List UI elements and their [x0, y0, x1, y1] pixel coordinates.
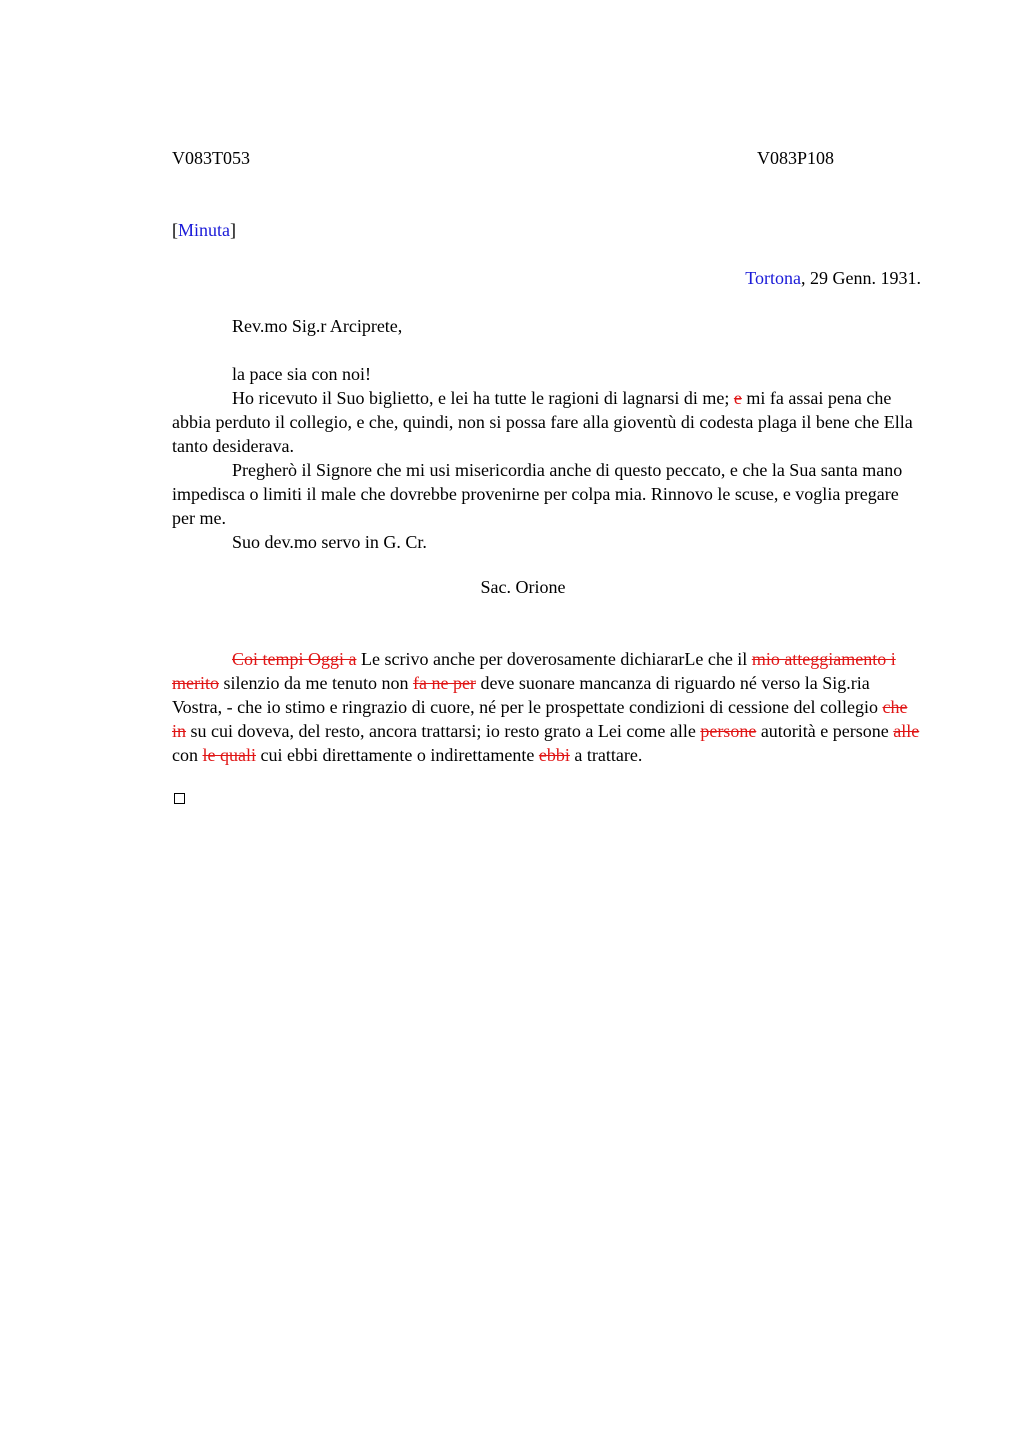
paragraph-text: Ho ricevuto il Suo biglietto, e lei ha tutte le ragioni di lagnarsi di me;	[232, 388, 734, 408]
letter-paragraph: Pregherò il Signore che mi usi misericordia anche di questo peccato, e che la Sua santa mano impedisca o limiti il male che dovrebbe provenirne per colpa mia. Rinnovo le scuse, e voglia pregare per me.	[172, 460, 903, 528]
deleted-text: persone	[700, 721, 757, 741]
postscript-paragraph	[172, 647, 922, 767]
postscript-text: su cui doveva, del resto, ancora trattarsi; io resto grato a Lei come alle	[186, 721, 701, 741]
letter-body	[172, 362, 922, 554]
postscript-text: silenzio da me tenuto non	[219, 673, 413, 693]
postscript-text: con	[172, 745, 203, 765]
closing: Suo dev.mo servo in G. Cr.	[232, 532, 427, 552]
postscript-text: cui ebbi direttamente o indirettamente	[255, 745, 539, 765]
postscript-text: autorità e persone	[756, 721, 894, 741]
deleted-text: mio atteggiamento i merito	[172, 649, 896, 693]
postscript-text: deve suonare mancanza di riguardo né verso la Sig.ria Vostra, - che io stimo e ringrazio di cuore, né per le prospettate condizioni di cessione del collegio	[172, 673, 883, 717]
paragraph-text: mi fa assai pena che abbia perduto il collegio, e che, quindi, non si possa fare alla gioventù di codesta plaga il bene che Ella tanto desiderava.	[172, 388, 913, 456]
date-text: , 29 Genn. 1931.	[801, 268, 921, 288]
deleted-text: e	[733, 388, 742, 408]
salutation: Rev.mo Sig.r Arciprete,	[232, 316, 403, 336]
open-bracket: [	[172, 220, 178, 240]
end-marker-box	[174, 793, 185, 804]
deleted-text: che in	[172, 697, 908, 741]
document-code-left: V083T053	[172, 148, 250, 168]
postscript-text: a trattare.	[569, 745, 643, 765]
deleted-text: alle	[893, 721, 920, 741]
date-line	[745, 266, 921, 290]
document-code-right: V083P108	[757, 148, 835, 168]
minuta-link[interactable]: Minuta	[178, 220, 230, 240]
deleted-text: fa ne per	[412, 673, 476, 693]
postscript	[172, 647, 922, 767]
deleted-text: ebbi	[538, 745, 570, 765]
greeting: la pace sia con noi!	[232, 364, 371, 384]
close-bracket: ]	[230, 220, 236, 240]
document-type	[172, 218, 236, 242]
deleted-text: le quali	[202, 745, 256, 765]
signature: Sac. Orione	[480, 577, 566, 597]
place-link[interactable]: Tortona	[745, 268, 801, 288]
deleted-text: Coi tempi Oggi a	[232, 649, 357, 669]
postscript-text: Le scrivo anche per doverosamente dichiararLe che il	[356, 649, 752, 669]
letter-paragraph	[172, 386, 922, 458]
